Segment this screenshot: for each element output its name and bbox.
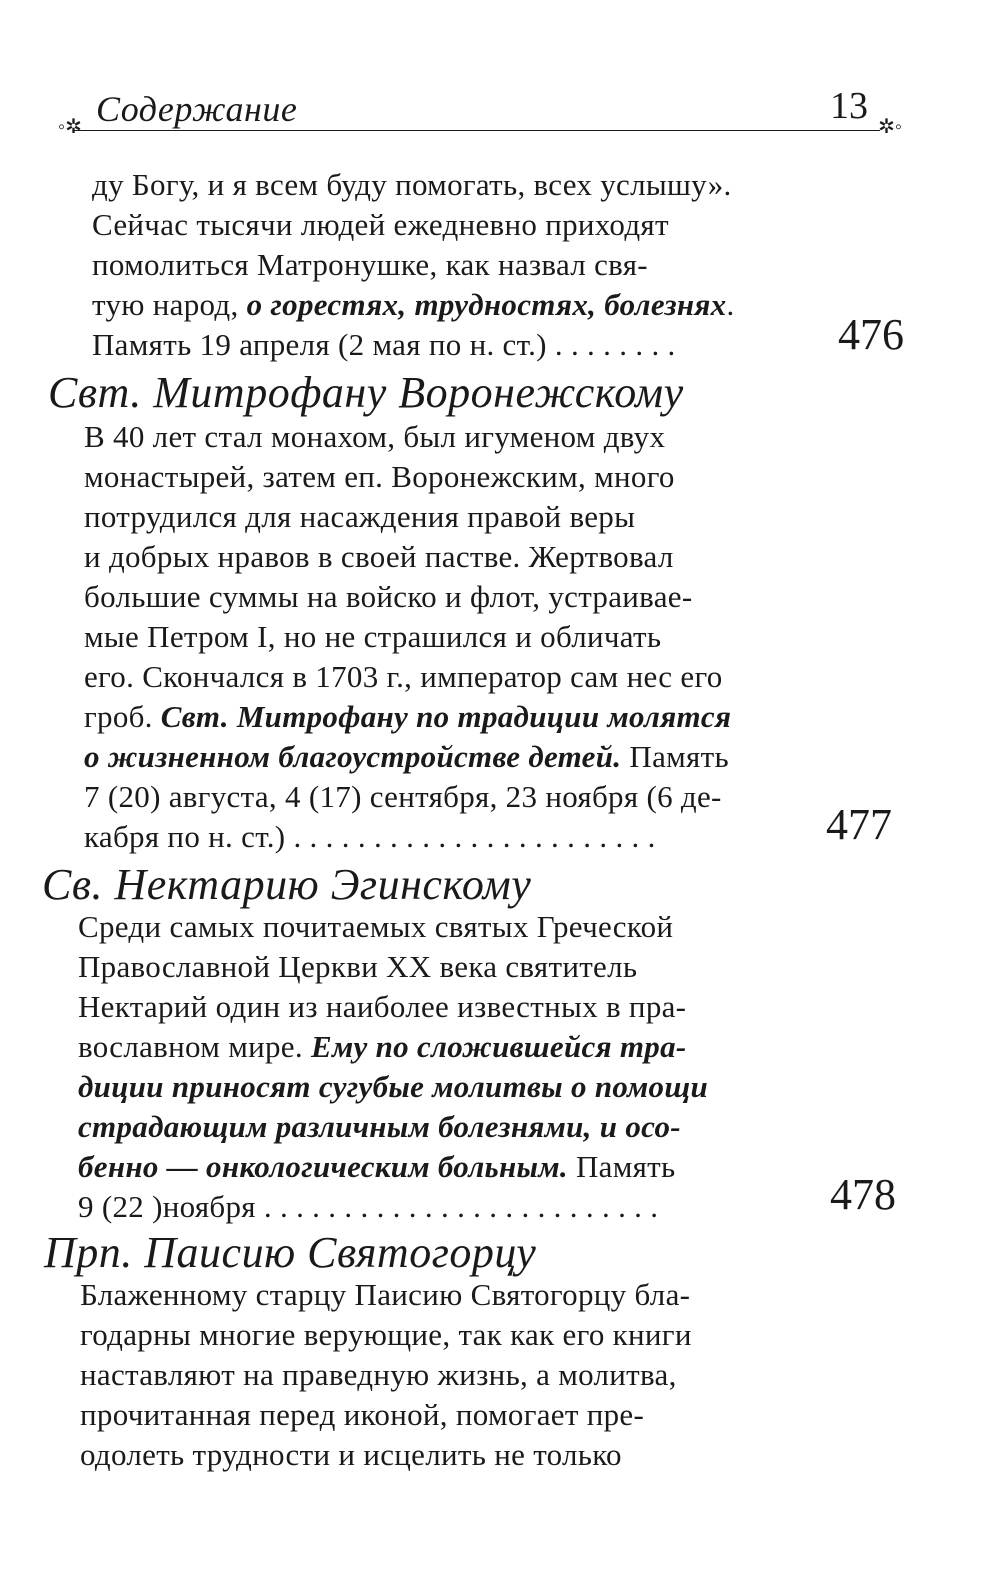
text-plain: . bbox=[726, 287, 735, 322]
text-emphasis: Свт. Митрофану по традиции молятся bbox=[160, 699, 732, 734]
text-line bbox=[78, 1148, 675, 1186]
toc-page-number: 477 bbox=[826, 800, 892, 849]
page-header bbox=[58, 84, 902, 144]
text-line bbox=[78, 1108, 681, 1146]
text-line: одолеть трудности и исцелить не только bbox=[80, 1437, 622, 1472]
text-emphasis: Ему по сложившейся тра- bbox=[310, 1029, 687, 1064]
text-line: ду Богу, и я всем буду помогать, всех услышу». bbox=[92, 167, 732, 202]
text-line: наставляют на праведную жизнь, а молитва, bbox=[80, 1357, 677, 1392]
text-line: В 40 лет стал монахом, был игуменом двух bbox=[84, 419, 666, 454]
section-heading: Прп. Паисию Святогорцу bbox=[44, 1228, 537, 1277]
section-heading: Свт. Митрофану Воронежскому bbox=[48, 368, 684, 417]
text-emphasis: о горестях, трудностях, болезнях bbox=[246, 287, 727, 322]
text-line bbox=[84, 738, 729, 776]
text-plain: гроб. bbox=[84, 699, 161, 734]
text-line: помолиться Матронушке, как назвал свя- bbox=[92, 247, 648, 282]
text-line bbox=[78, 1068, 708, 1106]
text-line: Сейчас тысячи людей ежедневно приходят bbox=[92, 207, 669, 242]
text-emphasis: бенно — онкологическим больным. bbox=[78, 1149, 568, 1184]
page-number: 13 bbox=[830, 85, 868, 127]
text-line bbox=[78, 1028, 687, 1066]
text-line: прочитанная перед иконой, помогает пре- bbox=[80, 1397, 645, 1432]
text-line: мые Петром I, но не страшился и обличать bbox=[84, 619, 662, 654]
text-line: монастырей, затем еп. Воронежским, много bbox=[84, 459, 675, 494]
toc-entry-line: 9 (22 )ноября . . . . . . . . . . . . . . . . . . . . . . . . . bbox=[78, 1189, 659, 1224]
text-line bbox=[92, 286, 735, 324]
running-head-title: Содержание bbox=[96, 89, 298, 129]
text-plain: вославном мире. bbox=[78, 1029, 311, 1064]
text-plain: тую народ, bbox=[92, 287, 247, 322]
toc-page-number: 476 bbox=[838, 310, 904, 359]
text-line: большие суммы на войско и флот, устраивае- bbox=[84, 579, 693, 614]
text-line: его. Скончался в 1703 г., император сам нес его bbox=[84, 659, 723, 694]
ornament-left-icon: ◦✲ bbox=[58, 116, 82, 138]
text-line: Среди самых почитаемых святых Греческой bbox=[78, 909, 674, 944]
header-rule bbox=[74, 130, 880, 131]
toc-entry-line: кабря по н. ст.) . . . . . . . . . . . . . . . . . . . . . . . bbox=[84, 819, 656, 854]
text-line: Блаженному старцу Паисию Святогорцу бла- bbox=[80, 1277, 691, 1312]
toc-entry-line: Память 19 апреля (2 мая по н. ст.) . . . . . . . . bbox=[92, 327, 676, 362]
text-plain: Память bbox=[567, 1149, 676, 1184]
section-heading: Св. Нектарию Эгинскому bbox=[42, 860, 532, 909]
text-line: Нектарий один из наиболее известных в пра- bbox=[78, 989, 687, 1024]
toc-page-number: 478 bbox=[830, 1170, 896, 1219]
text-line bbox=[84, 698, 731, 736]
text-plain: Память bbox=[621, 739, 729, 774]
text-emphasis: диции приносят сугубые молитвы о помощи bbox=[78, 1069, 709, 1104]
text-line: потрудился для насаждения правой веры bbox=[84, 499, 636, 534]
ornament-right-icon: ✲◦ bbox=[878, 116, 902, 138]
text-emphasis: о жизненном благоустройстве детей. bbox=[84, 739, 622, 774]
text-line: и добрых нравов в своей пастве. Жертвовал bbox=[84, 539, 674, 574]
text-emphasis: страдающим различным болезнями, и осо- bbox=[78, 1109, 681, 1144]
text-line: Православной Церкви XX века святитель bbox=[78, 949, 638, 984]
text-line: годарны многие верующие, так как его книги bbox=[80, 1317, 692, 1352]
text-line: 7 (20) августа, 4 (17) сентября, 23 ноября (6 де- bbox=[84, 779, 722, 814]
